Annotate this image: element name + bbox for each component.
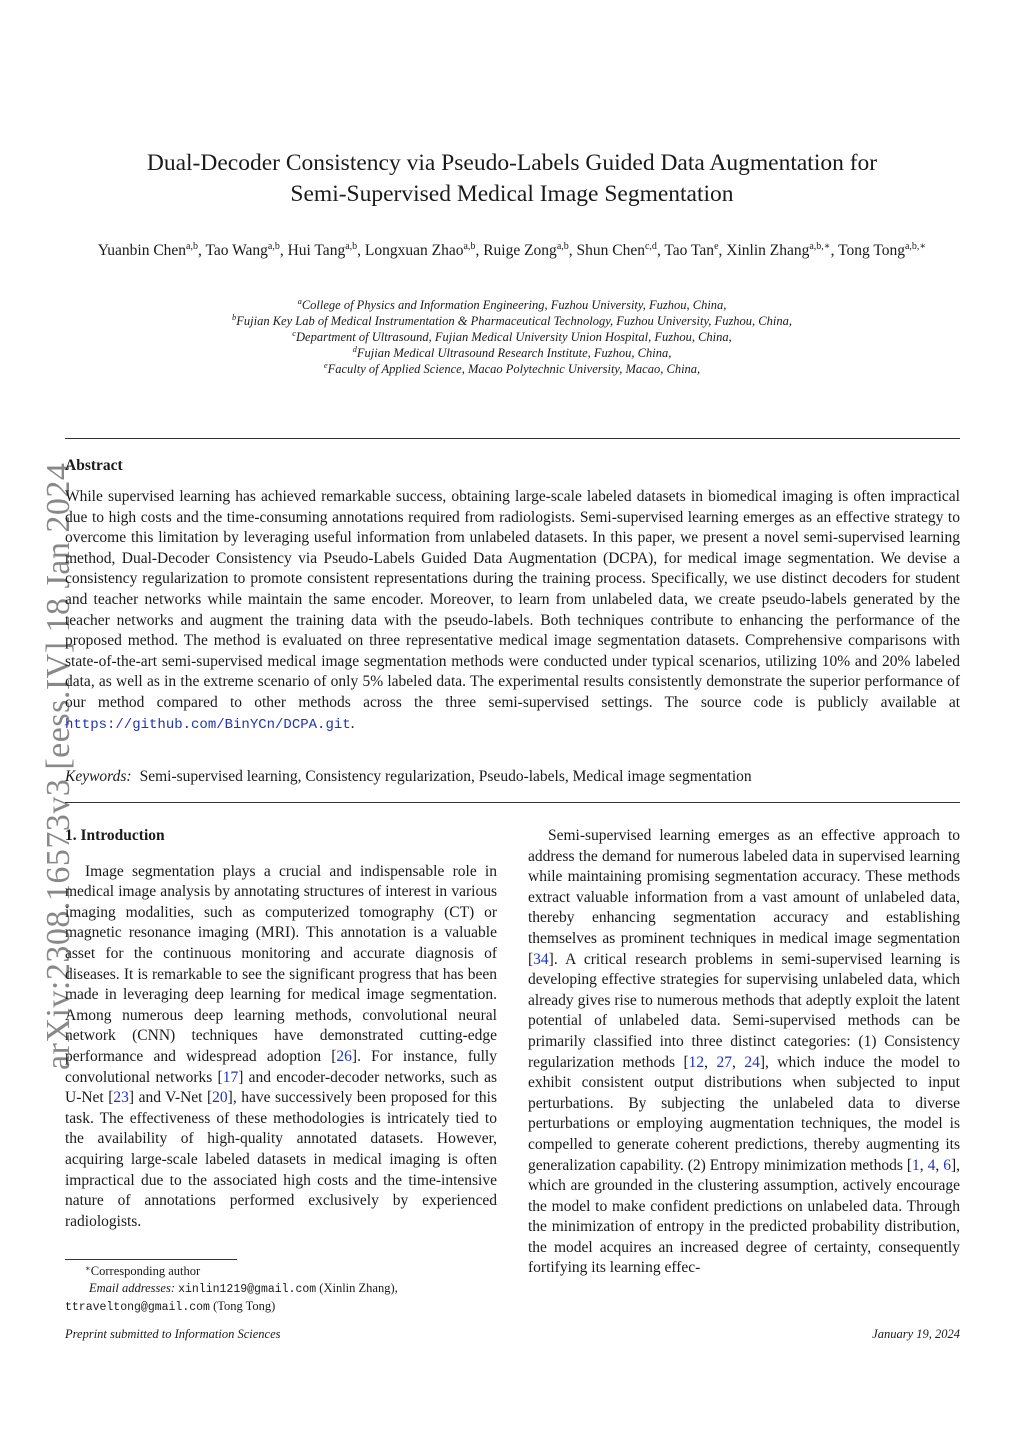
email-link-2[interactable]: ttraveltong@gmail.com — [65, 1301, 210, 1314]
affiliation-line — [120, 313, 904, 329]
source-code-link[interactable]: https://github.com/BinYCn/DCPA.git — [65, 716, 351, 733]
author-name: Ruige Zong — [483, 242, 557, 259]
abstract-heading: Abstract — [65, 457, 123, 474]
citation-link[interactable]: 27 — [716, 1053, 732, 1071]
affiliation-line — [120, 345, 904, 361]
citation-link[interactable]: 20 — [212, 1089, 228, 1107]
author-affiliation-mark: a,b — [345, 241, 358, 252]
affiliation-mark: d — [352, 344, 357, 354]
footnote-mark: ∗ — [85, 1263, 91, 1273]
affiliation-mark: b — [232, 312, 237, 322]
arxiv-side-stamp: arXiv:2308.16573v3 [eess.IV] 18 Jan 2024 — [40, 462, 77, 1070]
top-rule — [65, 438, 960, 439]
right-column — [528, 826, 960, 1279]
citation-link[interactable]: 26 — [336, 1047, 352, 1065]
citation-link[interactable]: 1 — [912, 1156, 920, 1174]
citation-link[interactable]: 17 — [222, 1068, 239, 1086]
citation-link[interactable]: 23 — [113, 1089, 129, 1107]
intro-paragraph-right — [528, 826, 960, 1279]
author-affiliation-mark: a,b — [556, 241, 569, 252]
citation-link[interactable]: 4 — [927, 1156, 936, 1174]
abstract-end: . — [350, 714, 355, 732]
paragraph-text: ]. A critical research problems in semi-supervised learning is developing effective strategies for supervising unlabeled data, which already gives rise to numerous methods that adeptly exploit the latent potential of unlabeled data. Semi-supervised methods can be primarily classified into three distinct categories: (1) Consistency regularization methods [ — [528, 950, 960, 1071]
affiliation-text: Fujian Key Lab of Medical Instrumentation & Pharmaceutical Technology, Fuzhou University, Fuzhou, China, — [236, 314, 792, 328]
author-separator: , — [475, 242, 484, 259]
author-name: Hui Tang — [287, 242, 346, 259]
intro-paragraph-left — [65, 862, 497, 1233]
author-separator: , — [656, 242, 665, 259]
author-name: Yuanbin Chen — [97, 242, 187, 259]
affiliation-mark: e — [323, 360, 328, 370]
author-name: Tong Tong — [838, 242, 905, 259]
paragraph-text: ] and V-Net [ — [128, 1089, 213, 1107]
author-affiliation-mark: a,b,∗ — [809, 241, 831, 252]
intro-heading: 1. Introduction — [65, 827, 165, 844]
paragraph-text: , — [731, 1053, 745, 1071]
affiliation-mark: c — [292, 328, 297, 338]
email-name-1: (Xinlin Zhang), — [316, 1281, 398, 1295]
affiliation-line — [120, 329, 904, 345]
affiliation-mark: a — [297, 296, 302, 306]
citation-link[interactable]: 6 — [943, 1156, 951, 1174]
left-column — [65, 826, 497, 1232]
email-name-2: (Tong Tong) — [209, 1299, 276, 1313]
citation-link[interactable]: 24 — [744, 1053, 760, 1071]
affiliation-text: Department of Ultrasound, Fujian Medical University Union Hospital, Fuzhou, China, — [296, 330, 732, 344]
author-affiliation-mark: e — [714, 241, 719, 252]
corresponding-author-note: Corresponding author — [90, 1264, 201, 1278]
author-separator: , — [718, 242, 727, 259]
paragraph-text: Image segmentation plays a crucial and indispensable role in medical image analysis by annotating structures of interest in various imaging modalities, such as computerized tomography (CT) or magnetic resonance imaging (MRI). This annotation is a valuable asset for the continuous monitoring and accurate diagnosis of diseases. It is remarkable to see the significant progress that has been made in leveraging deep learning for medical image segmentation. Among numerous deep learning methods, convolutional neural network (CNN) techniques have demonstrated cutting-edge performance and widespread adoption [ — [65, 862, 497, 1065]
paragraph-text: , — [919, 1156, 928, 1174]
footnote-rule — [65, 1259, 237, 1260]
author-affiliation-mark: a,b — [186, 241, 198, 252]
title-line-1: Dual-Decoder Consistency via Pseudo-Labels Guided Data Augmentation for — [146, 150, 878, 176]
paper-title — [90, 148, 934, 210]
email-link-1[interactable]: xinlin1219@gmail.com — [178, 1283, 317, 1296]
footer-submission: Preprint submitted to Information Sciences — [65, 1327, 281, 1341]
author-affiliation-mark: a,b,∗ — [904, 241, 927, 252]
abstract-body — [65, 487, 960, 735]
author-name: Tao Wang — [205, 242, 268, 259]
author-affiliation-mark: c,d — [644, 241, 657, 252]
affiliation-line — [120, 361, 904, 377]
keywords-text: Semi-supervised learning, Consistency regularization, Pseudo-labels, Medical image segmentation — [139, 768, 752, 785]
footer-date: January 19, 2024 — [872, 1327, 960, 1341]
citation-link[interactable]: 12 — [688, 1053, 705, 1071]
affiliation-text: College of Physics and Information Engineering, Fuzhou University, Fuzhou, China, — [301, 298, 727, 312]
keywords-rule — [65, 802, 960, 803]
paragraph-text: ], which are grounded in the clustering assumption, actively encourage the model to make confident predictions on unlabeled data. Through the minimization of entropy in the predicted probability distribution, the model acquires an increased degree of certainty, consequently fortifying its learning effec- — [528, 1156, 961, 1277]
paragraph-text: , — [935, 1156, 944, 1174]
affiliation-line — [120, 297, 904, 313]
author-separator: , — [830, 242, 839, 259]
author-affiliation-mark: a,b — [463, 241, 476, 252]
author-name: Longxuan Zhao — [364, 242, 464, 259]
affiliation-text: Fujian Medical Ultrasound Research Institute, Fuzhou, China, — [356, 346, 672, 360]
paragraph-text: ], have successively been proposed for this task. The effectiveness of these methodologies is intricately tied to the availability of high-quality annotated datasets. However, acquiring large-scale labeled datasets in medical imaging is often impractical due to the associated high costs and the time-intensive nature of annotations performed exclusively by experienced radiologists. — [65, 1089, 497, 1230]
author-name: Tao Tan — [664, 242, 715, 259]
author-separator: , — [568, 242, 577, 259]
author-list — [70, 240, 954, 261]
paragraph-text: , — [704, 1053, 717, 1071]
author-separator: , — [198, 242, 206, 259]
author-separator: , — [357, 242, 365, 259]
author-name: Xinlin Zhang — [726, 242, 810, 259]
author-name: Shun Chen — [576, 242, 645, 259]
email-label: Email addresses: — [89, 1281, 175, 1295]
affiliation-text: Faculty of Applied Science, Macao Polytechnic University, Macao, China, — [327, 362, 701, 376]
paragraph-text: ] and encoder-decoder networks, such as U-Net [ — [65, 1068, 497, 1107]
author-separator: , — [279, 242, 288, 259]
author-affiliation-mark: a,b — [267, 241, 280, 252]
citation-link[interactable]: 34 — [533, 950, 549, 968]
footnote — [65, 1263, 497, 1316]
paragraph-text: ]. For instance, fully convolutional networks [ — [65, 1047, 497, 1086]
affiliation-list — [120, 297, 904, 377]
paragraph-text: Semi-supervised learning emerges as an effective approach to address the demand for numerous labeled data in supervised learning while maintaining promising segmentation accuracy. These methods extract valuable information from a vast amount of unlabeled data, thereby enhancing segmentation accuracy and establishing themselves as prominent techniques in medical image segmentation [ — [528, 827, 960, 968]
abstract-text: While supervised learning has achieved remarkable success, obtaining large-scale labeled datasets in biomedical imaging is often impractical due to high costs and the time-consuming annotations required from radiologists. Semi-supervised learning emerges as an effective strategy to overcome this limitation by leveraging useful information from unlabeled datasets. In this paper, we present a novel semi-supervised learning method, Dual-Decoder Consistency via Pseudo-Labels Guided Data Augmentation (DCPA), for medical image segmentation. We devise a consistency regularization to promote consistent representations during the training process. Specifically, we use distinct decoders for student and teacher networks while maintain the same encoder. Moreover, to learn from unlabeled data, we create pseudo-labels generated by the teacher networks and augment the training data with the pseudo-labels. Both techniques contribute to enhancing the performance of the proposed method. The method is evaluated on three representative medical image segmentation datasets. Comprehensive comparisons with state-of-the-art semi-supervised medical image segmentation methods were conducted under typical scenarios, utilizing 10% and 20% labeled data, as well as in the extreme scenario of only 5% labeled data. The experimental results consistently demonstrate the superior performance of our method compared to other methods across the three semi-supervised settings. The source code is publicly available at — [65, 488, 960, 711]
keywords-label: Keywords: — [65, 768, 132, 785]
paragraph-text: ], which induce the model to exhibit consistent output distributions when subjected to input perturbations. By subjecting the unlabeled data to diverse perturbations or employing augmentation techniques, the model is compelled to generate coherent predictions, thereby augmenting its generalization capability. (2) Entropy minimization methods [ — [528, 1053, 961, 1174]
keywords — [65, 766, 960, 787]
title-line-2: Semi-Supervised Medical Image Segmentation — [290, 181, 734, 207]
